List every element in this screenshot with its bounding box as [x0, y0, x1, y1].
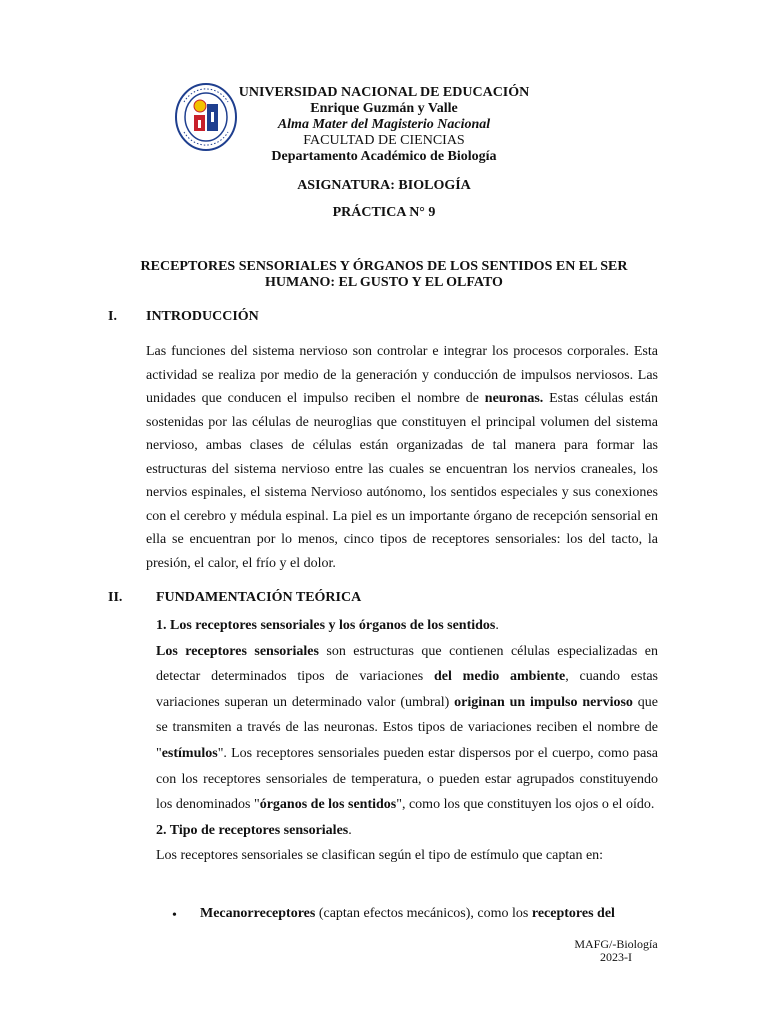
university-motto: Alma Mater del Magisterio Nacional	[277, 117, 491, 132]
department-name: Departamento Académico de Biología	[271, 149, 497, 164]
subject-heading: ASIGNATURA: BIOLOGÍA	[297, 178, 471, 193]
title-line-2: HUMANO: EL GUSTO Y EL OLFATO	[265, 275, 503, 290]
title-line-1: RECEPTORES SENSORIALES Y ÓRGANOS DE LOS SENTIDOS EN EL SER	[140, 259, 628, 274]
document-header	[180, 85, 588, 165]
section-2-number: II.	[108, 590, 123, 605]
section-1-number: I.	[108, 309, 117, 324]
classification-paragraph: Los receptores sensoriales se clasifican según el tipo de estímulo que captan en:	[156, 848, 604, 864]
subheading-2: 2. Tipo de receptores sensoriales	[156, 822, 349, 838]
introduction-paragraph	[146, 340, 658, 575]
document-title	[108, 259, 660, 291]
subheading-1-period: .	[495, 618, 499, 633]
footer-course: MAFG/-Biología	[574, 937, 658, 951]
p1-text-4: ". Los receptores sensoriales pueden estar dispersos por el cuerpo, como pasa con los receptores sensoriales de temperatura, o pueden estar agrupados constituyendo los denominados "	[156, 745, 658, 813]
footer-term: 2023-I	[600, 950, 632, 964]
subheading-2-period: .	[348, 822, 352, 838]
p1-bold-5: órganos de los sentidos	[259, 797, 397, 813]
bullet-bold-2: receptores del	[531, 906, 615, 921]
university-name: UNIVERSIDAD NACIONAL DE EDUCACIÓN	[238, 85, 530, 100]
bullet-mechanoreceptors	[200, 906, 660, 922]
subheading-1: 1. Los receptores sensoriales y los órganos de los sentidos	[156, 618, 496, 633]
intro-text-b: Estas células están sostenidas por las células de neuroglias que constituyen el principal volumen del sistema nervioso, ambas clases de células están organizadas de tal manera para formar las estructuras del sistema nervioso entre las cuales se encuentran los nervios craneales, los nervios espinales, el sistema Nervioso autónomo, los sentidos especiales y sus conexiones con el cerebro y médula espinal. La piel es un importante órgano de recepción sensorial en ella se encuentran por lo menos, cinco tipos de receptores sensoriales: los del tacto, la presión, el calor, el frío y el dolor.	[146, 391, 659, 571]
p1-text-3: que se transmiten a través de las neuronas. Estos tipos de variaciones reciben el nombre de "	[156, 694, 658, 761]
practice-number: PRÁCTICA N° 9	[332, 205, 436, 220]
faculty-name: FACULTAD DE CIENCIAS	[303, 133, 465, 148]
p1-bold-4: estímulos	[161, 745, 218, 761]
theory-content	[156, 613, 658, 869]
section-2-heading: FUNDAMENTACIÓN TEÓRICA	[156, 590, 362, 605]
p1-bold-3: originan un impulso nervioso	[454, 694, 633, 710]
bullet-bold-1: Mecanorreceptores	[200, 906, 316, 921]
p1-text-1: son estructuras que contienen células especializadas en detectar determinados tipos de variaciones	[156, 643, 659, 685]
p1-bold-2: del medio ambiente	[433, 669, 566, 685]
bullet-marker: •	[172, 908, 177, 923]
p1-bold-1: Los receptores sensoriales	[156, 643, 319, 659]
section-1-heading: INTRODUCCIÓN	[146, 309, 259, 324]
bullet-text-1: (captan efectos mecánicos), como los	[315, 906, 532, 921]
p1-text-5: ", como los que constituyen los ojos o el oído.	[396, 797, 655, 813]
p1-text-2: , cuando estas variaciones superan un determinado valor (umbral)	[156, 669, 658, 710]
intro-bold-neuronas: neuronas.	[484, 391, 544, 406]
university-namesake: Enrique Guzmán y Valle	[310, 101, 458, 116]
intro-text-a: Las funciones del sistema nervioso son controlar e integrar los procesos corporales. Esta actividad se realiza por medio de la generación y conducción de impulsos nerviosos. Las unidades que conducen el impulso reciben el nombre de	[146, 344, 658, 406]
receptors-paragraph	[156, 639, 658, 818]
page-footer	[560, 938, 672, 964]
